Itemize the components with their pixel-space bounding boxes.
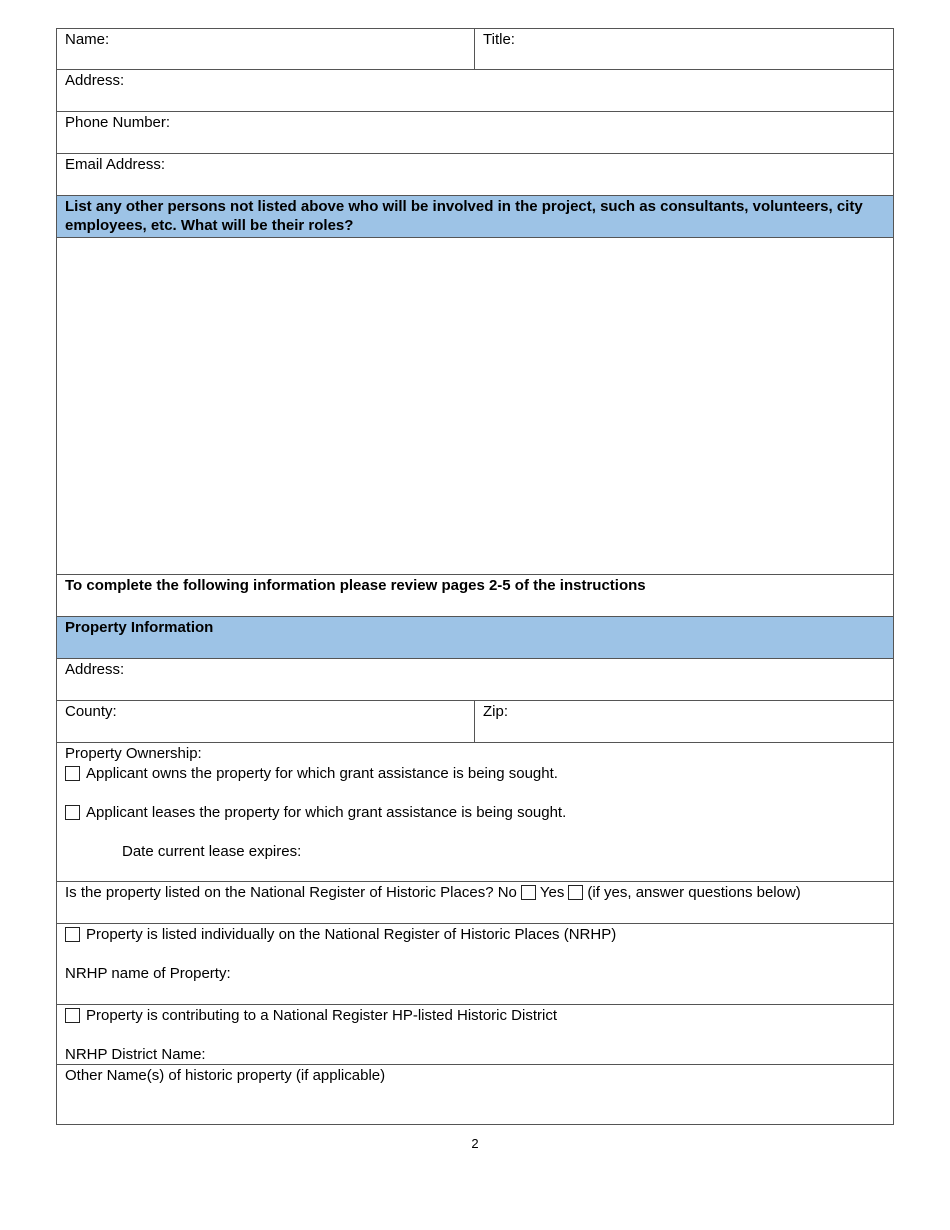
email-label: Email Address: xyxy=(65,156,166,173)
other-names-label: Other Name(s) of historic property (if applicable) xyxy=(65,1067,386,1084)
nrhp-name-label: NRHP name of Property: xyxy=(65,965,231,982)
name-label: Name: xyxy=(65,31,110,48)
title-field[interactable] xyxy=(475,29,893,69)
page-number: 2 xyxy=(471,1136,479,1151)
county-zip-row xyxy=(56,701,894,743)
register-yes-checkbox[interactable] xyxy=(568,885,583,900)
individual-option-row xyxy=(65,925,885,945)
phone-label: Phone Number: xyxy=(65,114,171,131)
district-name-label: NRHP District Name: xyxy=(65,1046,206,1063)
property-info-heading xyxy=(56,617,894,659)
other-names-field[interactable] xyxy=(56,1065,894,1125)
owns-checkbox[interactable] xyxy=(65,766,80,781)
district-option-row xyxy=(65,1006,885,1026)
application-form xyxy=(56,28,894,1125)
county-field[interactable] xyxy=(57,701,475,742)
other-persons-question: List any other persons not listed above who will be involved in the project, such as consultants, volunteers, city employees, etc. What will be their roles? xyxy=(65,198,863,234)
ownership-section xyxy=(56,743,894,882)
property-info-title: Property Information xyxy=(65,619,214,636)
register-yes-label: Yes xyxy=(539,884,565,901)
name-title-row xyxy=(56,28,894,70)
title-label: Title: xyxy=(483,31,515,48)
other-persons-response-area[interactable] xyxy=(56,238,894,575)
property-address-field[interactable] xyxy=(56,659,894,701)
address-field[interactable] xyxy=(56,70,894,112)
district-section xyxy=(56,1005,894,1065)
zip-field[interactable] xyxy=(475,701,893,742)
zip-label: Zip: xyxy=(483,703,509,720)
individual-option-label: Property is listed individually on the National Register of Historic Places (NRHP) xyxy=(86,926,617,943)
register-no-checkbox[interactable] xyxy=(521,885,536,900)
phone-field[interactable] xyxy=(56,112,894,154)
register-question: Is the property listed on the National Register of Historic Places? No xyxy=(65,884,517,901)
owns-option-label: Applicant owns the property for which grant assistance is being sought. xyxy=(86,765,558,782)
district-checkbox[interactable] xyxy=(65,1008,80,1023)
register-note: (if yes, answer questions below) xyxy=(587,884,801,901)
instructions-note xyxy=(56,575,894,617)
ownership-label: Property Ownership: xyxy=(65,745,202,762)
leases-option-row xyxy=(65,803,885,823)
leases-option-label: Applicant leases the property for which grant assistance is being sought. xyxy=(86,804,567,821)
register-question-row xyxy=(56,882,894,924)
instructions-note-text: To complete the following information please review pages 2-5 of the instructions xyxy=(65,577,646,594)
address-label: Address: xyxy=(65,72,125,89)
district-option-label: Property is contributing to a National Register HP-listed Historic District xyxy=(86,1007,557,1024)
county-label: County: xyxy=(65,703,117,720)
individual-listing-section xyxy=(56,924,894,1005)
leases-checkbox[interactable] xyxy=(65,805,80,820)
property-address-label: Address: xyxy=(65,661,125,678)
name-field[interactable] xyxy=(57,29,475,70)
owns-option-row xyxy=(65,764,885,784)
lease-expiry-label: Date current lease expires: xyxy=(122,843,302,860)
email-field[interactable] xyxy=(56,154,894,196)
other-persons-heading xyxy=(56,196,894,238)
individual-listing-checkbox[interactable] xyxy=(65,927,80,942)
